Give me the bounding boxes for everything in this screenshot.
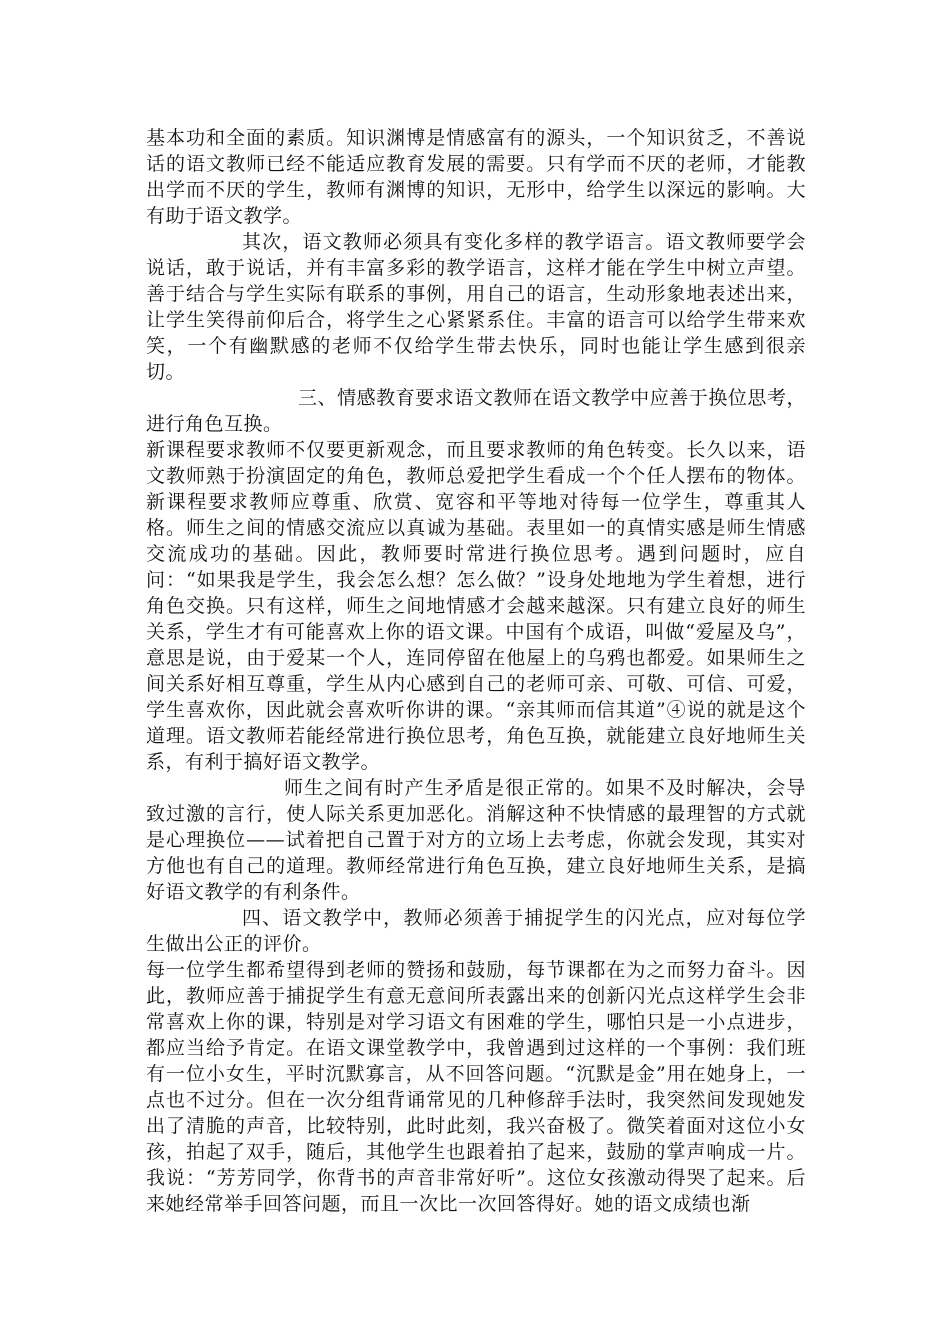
paragraph-teaching-language: 其次，语文教师必须具有变化多样的教学语言。语文教师要学会说话，敢于说话，并有丰富多彩的教学语言，这样才能在学生中树立声望。善于结合与学生实际有联系的事例，用自己的语言，生动形象地表述出来，让学生笑得前仰后合，将学生之心紧紧系住。丰富的语言可以给学生带来欢笑，一个有幽默感的老师不仅给学生带去快乐，同时也能让学生感到很亲切。 [146, 231, 806, 383]
paragraph-knowledge: 基本功和全面的素质。知识渊博是情感富有的源头，一个知识贫乏，不善说话的语文教师已经不能适应教育发展的需要。只有学而不厌的老师，才能教出学而不厌的学生，教师有渊博的知识，无形中，给学生以深远的影响。大有助于语文教学。 [146, 127, 806, 227]
document-body [146, 125, 806, 1217]
section-heading-3: 三、情感教育要求语文教师在语文教学中应善于换位思考，进行角色互换。 [146, 387, 806, 435]
section-heading-4: 四、语文教学中，教师必须善于捕捉学生的闪光点，应对每位学生做出公正的评价。 [146, 907, 806, 955]
paragraph-conflict: 师生之间有时产生矛盾是很正常的。如果不及时解决，会导致过激的言行，使人际关系更加恶化。消解这种不快情感的最理智的方式就是心理换位——试着把自己置于对方的立场上去考虑，你就会发现，其实对方他也有自己的道理。教师经常进行角色互换，建立良好地师生关系，是搞好语文教学的有利条件。 [146, 777, 806, 903]
paragraph-praise: 每一位学生都希望得到老师的赞扬和鼓励，每节课都在为之而努力奋斗。因此，教师应善于捕捉学生有意无意间所表露出来的创新闪光点这样学生会非常喜欢上你的课，特别是对学习语文有困难的学生，哪怕只是一小点进步，都应当给予肯定。在语文课堂教学中，我曾遇到过这样的一个事例：我们班有一位小女生，平时沉默寡言，从不回答问题。“沉默是金”用在她身上，一点也不过分。但在一次分组背诵常见的几种修辞手法时，我突然间发现她发出了清脆的声音，比较特别，此时此刻，我兴奋极了。微笑着面对这位小女孩，拍起了双手，随后，其他学生也跟着拍了起来，鼓励的掌声响成一片。我说：“芳芳同学，你背书的声音非常好听”。这位女孩激动得哭了起来。后来她经常举手回答问题，而且一次比一次回答得好。她的语文成绩也渐 [146, 959, 806, 1215]
paragraph-role-change: 新课程要求教师不仅要更新观念，而且要求教师的角色转变。长久以来，语文教师熟于扮演固定的角色，教师总爱把学生看成一个个任人摆布的物体。新课程要求教师应尊重、欣赏、宽容和平等地对待每一位学生，尊重其人格。师生之间的情感交流应以真诚为基础。表里如一的真情实感是师生情感交流成功的基础。因此，教师要时常进行换位思考。遇到问题时，应自问：“如果我是学生，我会怎么想？怎么做？”设身处地地为学生着想，进行角色交换。只有这样，师生之间地情感才会越来越深。只有建立良好的师生关系，学生才有可能喜欢上你的语文课。中国有个成语，叫做“爱屋及乌”，意思是说，由于爱某一个人，连同停留在他屋上的乌鸦也都爱。如果师生之间关系好相互尊重，学生从内心感到自己的老师可亲、可敬、可信、可爱，学生喜欢你，因此就会喜欢听你讲的课。“亲其师而信其道”④说的就是这个道理。语文教师若能经常进行换位思考，角色互换，就能建立良好地师生关系，有利于搞好语文教学。 [146, 439, 806, 773]
